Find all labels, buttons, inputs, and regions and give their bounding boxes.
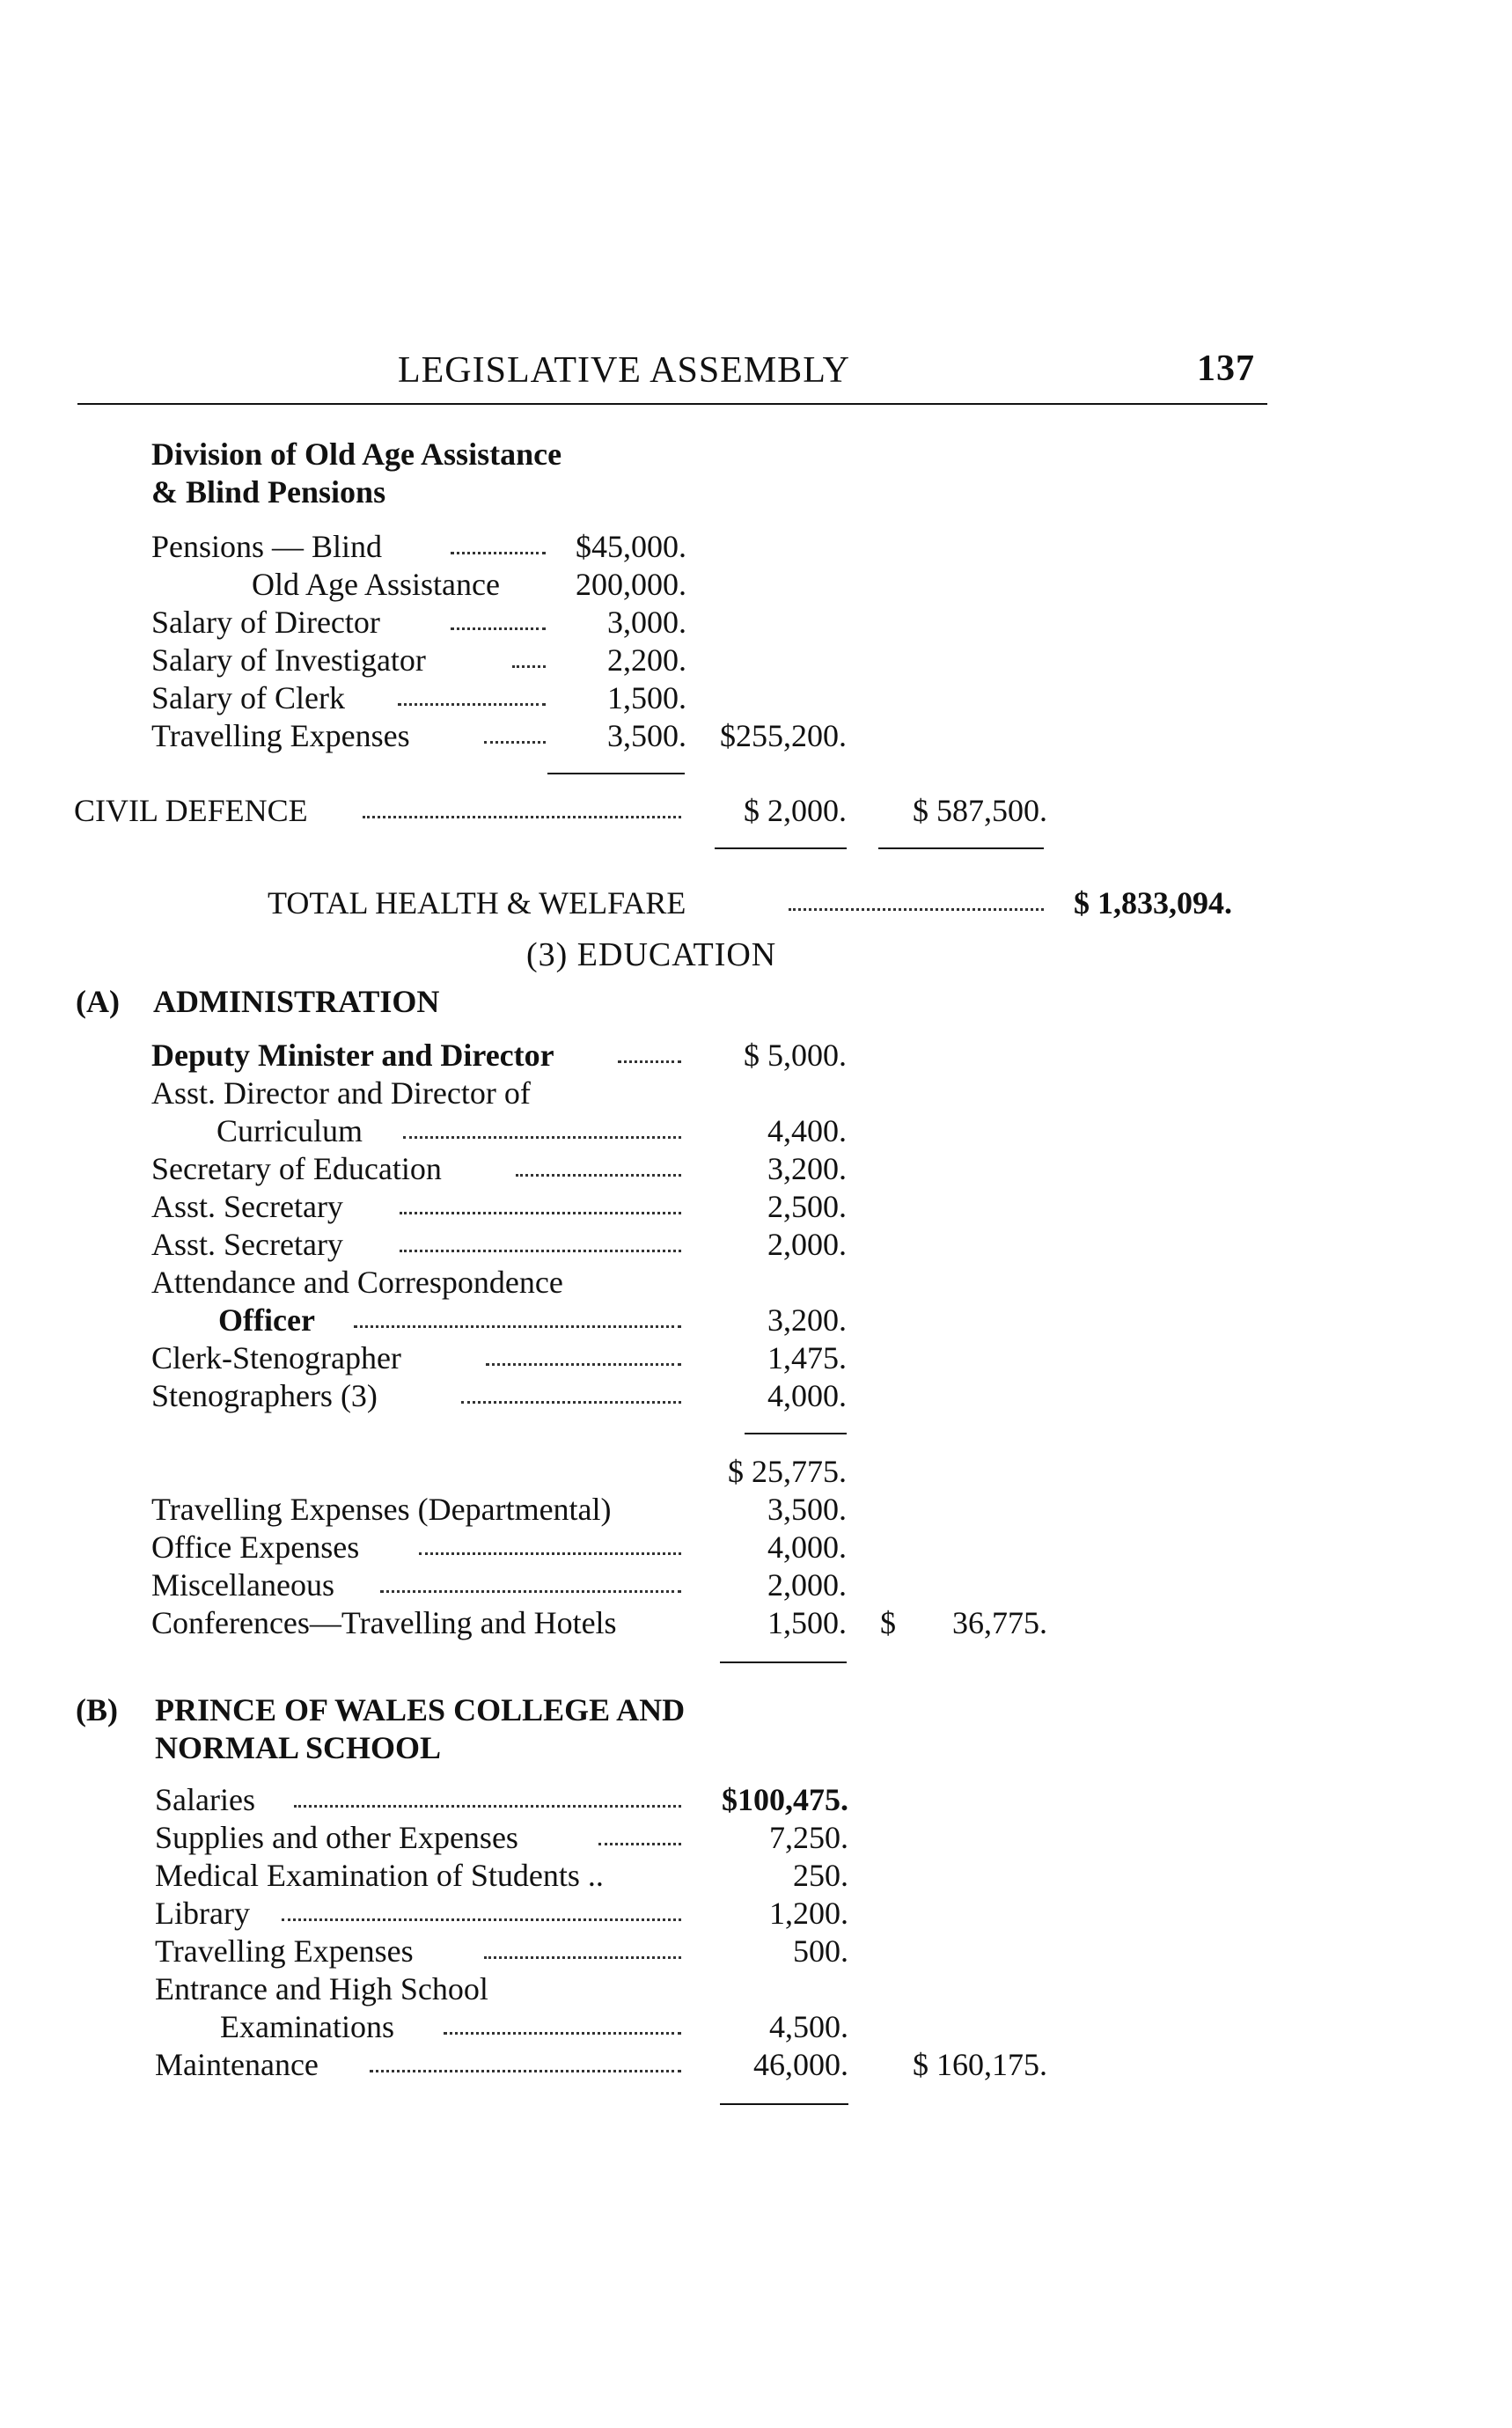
sum-rule bbox=[745, 1433, 847, 1434]
sum-rule bbox=[720, 2103, 848, 2105]
leader-dots bbox=[398, 703, 546, 706]
salary-clerk-label: Salary of Clerk bbox=[151, 680, 345, 715]
medical-examination-label: Medical Examination of Students .. bbox=[155, 1858, 604, 1893]
admin-total-value: 36,775. bbox=[952, 1605, 1047, 1640]
asst-secretary-label: Asst. Secretary bbox=[151, 1227, 343, 1262]
stenographers-value: 4,000. bbox=[767, 1378, 847, 1413]
asst-secretary-label: Asst. Secretary bbox=[151, 1189, 343, 1224]
leader-dots bbox=[789, 908, 1044, 911]
sum-rule bbox=[547, 773, 685, 774]
leader-dots bbox=[400, 1212, 681, 1214]
conferences-label: Conferences—Travelling and Hotels bbox=[151, 1605, 617, 1640]
clerk-stenographer-label: Clerk-Stenographer bbox=[151, 1340, 401, 1375]
salaries-value: $100,475. bbox=[722, 1782, 848, 1817]
leader-dots bbox=[370, 2070, 681, 2072]
leader-dots bbox=[598, 1843, 681, 1845]
leader-dots bbox=[419, 1552, 681, 1555]
administration-heading: ADMINISTRATION bbox=[153, 984, 440, 1019]
exams-value: 4,500. bbox=[769, 2009, 848, 2044]
salary-clerk-value: 1,500. bbox=[607, 680, 686, 715]
salary-investigator-value: 2,200. bbox=[607, 642, 686, 678]
exams-label-line2: Examinations bbox=[220, 2009, 394, 2044]
leader-dots bbox=[380, 1590, 681, 1593]
miscellaneous-value: 2,000. bbox=[767, 1567, 847, 1603]
deputy-minister-label: Deputy Minister and Director bbox=[151, 1038, 554, 1073]
dept-travelling-value: 3,500. bbox=[767, 1492, 847, 1527]
medical-examination-value: 250. bbox=[793, 1858, 848, 1893]
leader-dots bbox=[484, 1956, 681, 1959]
miscellaneous-label: Miscellaneous bbox=[151, 1567, 334, 1603]
leader-dots bbox=[354, 1325, 681, 1328]
section-letter-a: (A) bbox=[76, 984, 120, 1019]
asst-director-value: 4,400. bbox=[767, 1113, 847, 1148]
asst-secretary-value: 2,000. bbox=[767, 1227, 847, 1262]
page-number: 137 bbox=[1197, 348, 1255, 389]
office-expenses-label: Office Expenses bbox=[151, 1529, 360, 1565]
civil-defence-value: $ 2,000. bbox=[744, 793, 847, 828]
exams-label-line1: Entrance and High School bbox=[155, 1971, 488, 2006]
library-label: Library bbox=[155, 1896, 250, 1931]
attendance-officer-label-line1: Attendance and Correspondence bbox=[151, 1265, 563, 1300]
old-age-assistance-value: 200,000. bbox=[576, 567, 686, 602]
pwc-total: $ 160,175. bbox=[913, 2047, 1047, 2082]
maintenance-label: Maintenance bbox=[155, 2047, 319, 2082]
secretary-education-value: 3,200. bbox=[767, 1151, 847, 1186]
leader-dots bbox=[400, 1250, 681, 1252]
pensions-blind-label: Pensions — Blind bbox=[151, 529, 383, 564]
old-age-heading-line2: & Blind Pensions bbox=[151, 474, 386, 510]
salary-investigator-label: Salary of Investigator bbox=[151, 642, 426, 678]
conferences-value: 1,500. bbox=[767, 1605, 847, 1640]
health-subtotal: $ 587,500. bbox=[913, 793, 1047, 828]
leader-dots bbox=[618, 1060, 681, 1063]
leader-dots bbox=[512, 665, 546, 668]
supplies-label: Supplies and other Expenses bbox=[155, 1820, 518, 1855]
admin-subtotal: $ 25,775. bbox=[728, 1454, 847, 1489]
leader-dots bbox=[484, 741, 546, 744]
leader-dots bbox=[516, 1174, 681, 1177]
travelling-expenses-value: 3,500. bbox=[607, 718, 686, 753]
salary-director-value: 3,000. bbox=[607, 605, 686, 640]
dept-travelling-label: Travelling Expenses (Departmental) bbox=[151, 1492, 612, 1527]
leader-dots bbox=[363, 816, 681, 818]
deputy-minister-value: $ 5,000. bbox=[744, 1038, 847, 1073]
asst-director-label-line2: Curriculum bbox=[217, 1113, 363, 1148]
pensions-blind-value: $45,000. bbox=[576, 529, 686, 564]
stenographers-label: Stenographers (3) bbox=[151, 1378, 378, 1413]
maintenance-value: 46,000. bbox=[753, 2047, 848, 2082]
leader-dots bbox=[451, 552, 546, 554]
leader-dots bbox=[403, 1136, 681, 1139]
asst-director-label-line1: Asst. Director and Director of bbox=[151, 1075, 531, 1111]
supplies-value: 7,250. bbox=[769, 1820, 848, 1855]
leader-dots bbox=[451, 627, 546, 630]
secretary-education-label: Secretary of Education bbox=[151, 1151, 442, 1186]
travelling-expenses-label: Travelling Expenses bbox=[151, 718, 410, 753]
asst-secretary-value: 2,500. bbox=[767, 1189, 847, 1224]
section-letter-b: (B) bbox=[76, 1692, 118, 1727]
header-rule bbox=[77, 403, 1267, 405]
education-heading: (3) EDUCATION bbox=[526, 936, 777, 973]
sum-rule bbox=[878, 847, 1044, 849]
leader-dots bbox=[461, 1401, 681, 1404]
old-age-total: $255,200. bbox=[720, 718, 847, 753]
salary-director-label: Salary of Director bbox=[151, 605, 380, 640]
pwc-heading-line1: PRINCE OF WALES COLLEGE AND bbox=[155, 1692, 686, 1727]
admin-total-dollar: $ bbox=[880, 1605, 896, 1640]
office-expenses-value: 4,000. bbox=[767, 1529, 847, 1565]
old-age-assistance-label: Old Age Assistance bbox=[252, 567, 500, 602]
sum-rule bbox=[720, 1661, 847, 1663]
leader-dots bbox=[444, 2032, 681, 2035]
pwc-travelling-value: 500. bbox=[793, 1933, 848, 1969]
pwc-heading-line2: NORMAL SCHOOL bbox=[155, 1730, 442, 1765]
total-health-label: TOTAL HEALTH & WELFARE bbox=[268, 885, 686, 921]
page-title: LEGISLATIVE ASSEMBLY bbox=[398, 350, 850, 391]
attendance-officer-label-line2: Officer bbox=[218, 1302, 315, 1338]
leader-dots bbox=[486, 1363, 681, 1366]
attendance-officer-value: 3,200. bbox=[767, 1302, 847, 1338]
leader-dots bbox=[282, 1918, 681, 1921]
leader-dots bbox=[294, 1805, 681, 1808]
old-age-heading-line1: Division of Old Age Assistance bbox=[151, 436, 562, 472]
clerk-stenographer-value: 1,475. bbox=[767, 1340, 847, 1375]
civil-defence-label: CIVIL DEFENCE bbox=[74, 793, 308, 828]
pwc-travelling-label: Travelling Expenses bbox=[155, 1933, 414, 1969]
sum-rule bbox=[715, 847, 847, 849]
salaries-label: Salaries bbox=[155, 1782, 255, 1817]
library-value: 1,200. bbox=[769, 1896, 848, 1931]
total-health-value: $ 1,833,094. bbox=[1074, 885, 1232, 921]
